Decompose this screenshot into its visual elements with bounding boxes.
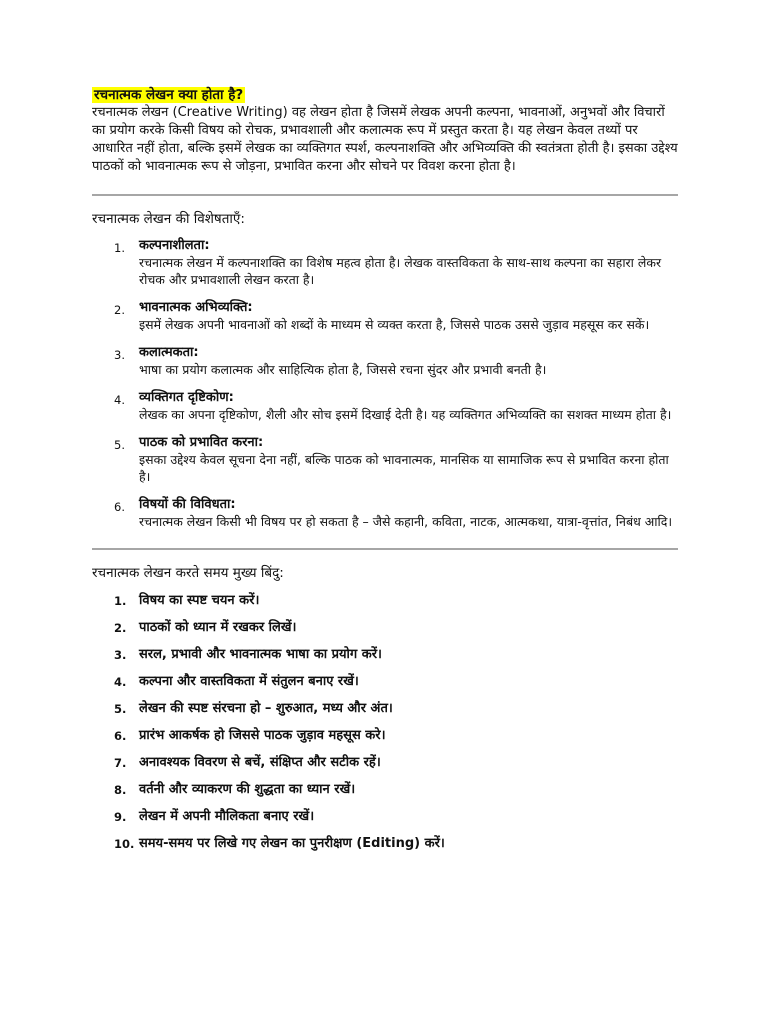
feature-description: रचनात्मक लेखन में कल्पनाशक्ति का विशेष महत्व होता है। लेखक वास्तविकता के साथ-साथ कल्पना का सहारा लेकर रोचक और प्रभावशाली लेखन करता है। — [139, 255, 662, 287]
list-number: 3. — [114, 648, 127, 662]
list-number: 8. — [114, 783, 127, 797]
feature-title: व्यक्तिगत दृष्टिकोण: — [139, 390, 234, 405]
point-text: समय-समय पर लिखे गए लेखन का पुनरीक्षण (Editing) करें। — [139, 836, 445, 851]
point-item — [92, 835, 678, 862]
feature-description: इसका उद्देश्य केवल सूचना देना नहीं, बल्कि पाठक को भावनात्मक, मानसिक या सामाजिक रूप से प्रभावित करना होता है। — [139, 452, 669, 484]
point-text: पाठकों को ध्यान में रखकर लिखें। — [139, 620, 297, 635]
list-number: 2. — [114, 621, 127, 635]
list-number: 1. — [114, 594, 127, 608]
point-item — [92, 700, 678, 727]
point-text: सरल, प्रभावी और भावनात्मक भाषा का प्रयोग करें। — [139, 647, 382, 662]
list-number: 3. — [114, 348, 125, 362]
features-heading: रचनात्मक लेखन की विशेषताएँ: — [92, 211, 245, 227]
section-divider — [92, 194, 678, 196]
feature-title: विषयों की विविधता: — [139, 497, 236, 512]
feature-item — [92, 238, 678, 288]
point-text: लेखन में अपनी मौलिकता बनाए रखें। — [139, 809, 315, 824]
list-number: 2. — [114, 303, 125, 317]
list-number: 10. — [114, 837, 135, 851]
point-text: वर्तनी और व्याकरण की शुद्धता का ध्यान रखें। — [139, 782, 356, 797]
point-item — [92, 673, 678, 700]
list-number: 5. — [114, 438, 125, 452]
feature-item — [92, 390, 678, 423]
list-number: 4. — [114, 675, 127, 689]
section-divider — [92, 548, 678, 550]
list-number: 6. — [114, 500, 125, 514]
list-number: 5. — [114, 702, 127, 716]
point-item — [92, 592, 678, 619]
point-text: प्रारंभ आकर्षक हो जिससे पाठक जुड़ाव महसूस करे। — [139, 728, 386, 743]
feature-description: इसमें लेखक अपनी भावनाओं को शब्दों के माध्यम से व्यक्त करता है, जिससे पाठक उससे जुड़ाव महसूस कर सकें। — [139, 317, 650, 332]
feature-title: भावनात्मक अभिव्यक्ति: — [139, 300, 253, 315]
intro-section — [92, 86, 678, 104]
feature-item — [92, 345, 678, 378]
feature-description: भाषा का प्रयोग कलात्मक और साहित्यिक होता है, जिससे रचना सुंदर और प्रभावी बनती है। — [139, 362, 547, 377]
feature-description: रचनात्मक लेखन किसी भी विषय पर हो सकता है – जैसे कहानी, कविता, नाटक, आत्मकथा, यात्रा-वृत्तांत, निबंध आदि। — [139, 514, 673, 529]
list-number: 9. — [114, 810, 127, 824]
points-heading: रचनात्मक लेखन करते समय मुख्य बिंदु: — [92, 565, 284, 581]
document-content — [92, 86, 678, 862]
intro-paragraph: रचनात्मक लेखन (Creative Writing) वह लेखन होता है जिसमें लेखक अपनी कल्पना, भावनाओं, अनुभवों और विचारों का प्रयोग करके किसी विषय को रोचक, प्रभावशाली और कलात्मक रूप में प्रस्तुत करता है। यह लेखन केवल तथ्यों पर आधारित नहीं होता, बल्कि इसमें लेखक का व्यक्तिगत स्पर्श, कल्पनाशक्ति और अभिव्यक्ति की स्वतंत्रता होती है। इसका उद्देश्य पाठकों को भावनात्मक रूप से जोड़ना, प्रभावित करना और सोचने पर विवश करना होता है। — [92, 105, 678, 174]
point-item — [92, 619, 678, 646]
feature-title: कल्पनाशीलता: — [139, 238, 210, 253]
feature-item — [92, 435, 678, 485]
list-number: 7. — [114, 756, 127, 770]
point-text: कल्पना और वास्तविकता में संतुलन बनाए रखें। — [139, 674, 359, 689]
point-item — [92, 646, 678, 673]
point-item — [92, 808, 678, 835]
feature-description: लेखक का अपना दृष्टिकोण, शैली और सोच इसमें दिखाई देती है। यह व्यक्तिगत अभिव्यक्ति का सशक्त माध्यम होता है। — [139, 407, 672, 422]
feature-item — [92, 300, 678, 333]
feature-item — [92, 497, 678, 530]
point-item — [92, 781, 678, 808]
points-list — [92, 592, 678, 862]
feature-title: कलात्मकता: — [139, 345, 199, 360]
intro-title: रचनात्मक लेखन क्या होता है? — [94, 87, 244, 103]
list-number: 6. — [114, 729, 127, 743]
point-item — [92, 727, 678, 754]
features-list — [92, 238, 678, 530]
point-text: विषय का स्पष्ट चयन करें। — [139, 593, 260, 608]
point-item — [92, 754, 678, 781]
list-number: 4. — [114, 393, 125, 407]
point-text: अनावश्यक विवरण से बचें, संक्षिप्त और सटीक रहें। — [139, 755, 381, 770]
feature-title: पाठक को प्रभावित करना: — [139, 435, 264, 450]
point-text: लेखन की स्पष्ट संरचना हो – शुरुआत, मध्य और अंत। — [139, 701, 393, 716]
list-number: 1. — [114, 241, 125, 255]
